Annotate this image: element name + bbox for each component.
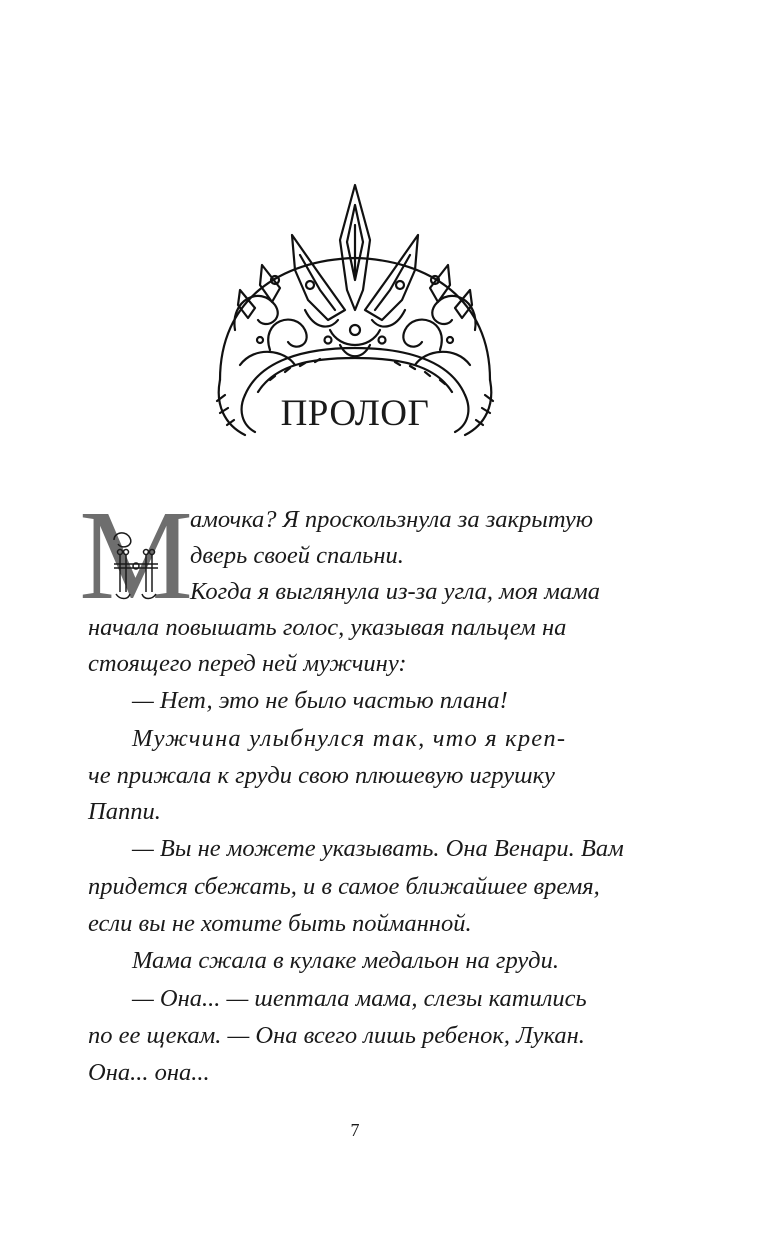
text-line: придется сбежать, и в самое ближайшее время,: [88, 873, 600, 900]
text-line: Паппи.: [88, 798, 161, 825]
text-line: — Она... — шептала мама, слезы катились: [132, 985, 587, 1012]
text-line: по ее щекам. — Она всего лишь ребенок, Лукан.: [88, 1022, 585, 1049]
text-line: Мужчина улыбнулся так, что я креп-: [132, 725, 567, 752]
text-line: Когда я выглянула из-за угла, моя мама: [190, 578, 601, 605]
text-line: стоящего перед ней мужчину:: [88, 650, 407, 677]
page-number: 7: [350, 1120, 360, 1140]
text-line: дверь своей спальни.: [190, 542, 404, 569]
text-line: если вы не хотите быть пойманной.: [88, 910, 472, 937]
text-line: — Нет, это не было частью плана!: [132, 687, 508, 714]
text-line: Она... она...: [88, 1059, 210, 1086]
text-line: начала повышать голос, указывая пальцем на: [88, 614, 567, 641]
text-line: амочка? Я проскользнула за закрытую: [190, 506, 594, 533]
text-line: — Вы не можете указывать. Она Венари. Вам: [132, 835, 624, 862]
chapter-title: ПРОЛОГ: [280, 393, 430, 434]
dropcap-ornament: [79, 484, 193, 626]
dropcap-letter: М: [79, 484, 193, 626]
text-line: че прижала к груди свою плюшевую игрушку: [88, 762, 555, 789]
text-line: Мама сжала в кулаке медальон на груди.: [132, 947, 559, 974]
